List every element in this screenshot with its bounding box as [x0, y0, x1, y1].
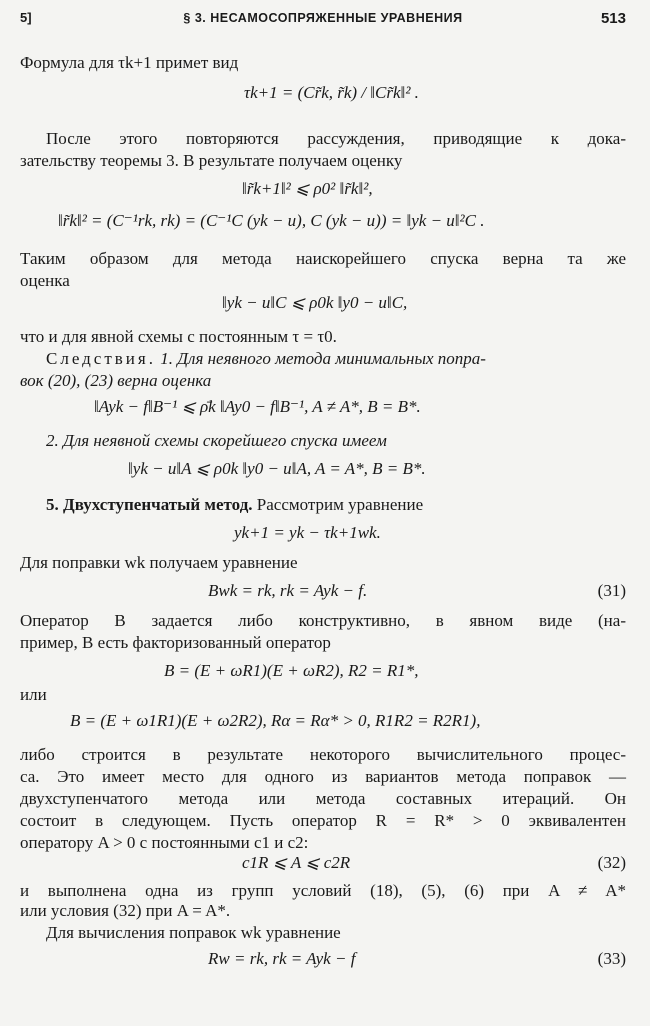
text-line: Для поправки wk получаем уравнение [20, 553, 298, 572]
text-line: Для вычисления поправок wk уравнение [46, 923, 341, 942]
text-line: 2. Для неявной схемы скорейшего спуска имеем [46, 431, 387, 450]
text-line [46, 494, 626, 515]
equation-tau: τk+1 = (Cr̃k, r̃k) / ‖Cr̃k‖² . [244, 83, 419, 102]
text-line: оператору A > 0 с постоянными c1 и c2: [20, 833, 309, 852]
equation-31: Bwk = rk, rk = Ayk − f. [208, 581, 368, 600]
text-line: состоит в следующем. Пусть оператор R = R* > 0 эквивалентен [20, 811, 626, 830]
text-line: двухступенчатого метода или метода составных итераций. Он [20, 789, 626, 808]
text-line: Формула для τk+1 примет вид [20, 53, 239, 72]
equation-residual-norm: ‖r̃k‖² = (C⁻¹rk, rk) = (C⁻¹C (yk − u), C (yk − u)) = ‖yk − u‖²C . [58, 211, 485, 230]
equation-residual-bound: ‖r̃k+1‖² ⩽ ρ0² ‖r̃k‖², [242, 179, 373, 198]
equation-corollary-2: ‖yk − u‖A ⩽ ρ0k ‖y0 − u‖A, A = A*, B = B*. [128, 459, 426, 478]
text-line: После этого повторяются рассуждения, приводящие к дока- [46, 129, 626, 148]
equation-number-31: (31) [597, 581, 626, 600]
equation-number-33: (33) [597, 949, 626, 968]
page-number: 513 [600, 10, 626, 27]
text-line: вок (20), (23) верна оценка [20, 371, 212, 390]
equation-iteration: yk+1 = yk − τk+1wk. [234, 523, 381, 542]
section-title: § 3. НЕСАМОСОПРЯЖЕННЫЕ УРАВНЕНИЯ [183, 11, 463, 25]
text-line [46, 348, 626, 369]
equation-factorized-B-alt: B = (E + ω1R1)(E + ω2R2), Rα = Rα* > 0, R1R2 = R2R1), [70, 711, 481, 730]
subsection-text: Рассмотрим уравнение [252, 495, 424, 514]
text-line: зательству теоремы 3. В результате получаем оценку [20, 151, 403, 170]
text-line: что и для явной схемы с постоянным τ = τ0. [20, 327, 337, 346]
header-left-mark: 5] [20, 10, 32, 25]
text-line: пример, B есть факторизованный оператор [20, 633, 331, 652]
corollary-text: 1. Для неявного метода минимальных попра- [155, 349, 486, 368]
corollaries-heading: Следствия. [46, 349, 156, 368]
text-line: оценка [20, 271, 70, 290]
equation-33: Rw = rk, rk = Ayk − f [208, 949, 356, 968]
equation-error-estimate: ‖yk − u‖C ⩽ ρ0k ‖y0 − u‖C, [222, 293, 408, 312]
equation-32: c1R ⩽ A ⩽ c2R [242, 853, 351, 872]
text-line: или условия (32) при A = A*. [20, 901, 231, 920]
running-header [20, 10, 626, 32]
equation-number-32: (32) [597, 853, 626, 872]
text-line: и выполнена одна из групп условий (18), (5), (6) при A ≠ A* [20, 881, 626, 900]
text-line: са. Это имеет место для одного из вариантов метода поправок — [20, 767, 626, 786]
text-line: или [20, 685, 47, 704]
text-line: либо строится в результате некоторого вычислительного процес- [20, 745, 626, 764]
equation-factorized-B: B = (E + ωR1)(E + ωR2), R2 = R1*, [164, 661, 419, 680]
text-line: Таким образом для метода наискорейшего спуска верна та же [20, 249, 626, 268]
subsection-heading: 5. Двухступенчатый метод. [46, 495, 253, 514]
equation-corollary-1: ‖Ayk − f‖B⁻¹ ⩽ ρ̄k ‖Ay0 − f‖B⁻¹, A ≠ A*, B = B*. [94, 397, 421, 416]
text-line: Оператор B задается либо конструктивно, в явном виде (на- [20, 611, 626, 630]
